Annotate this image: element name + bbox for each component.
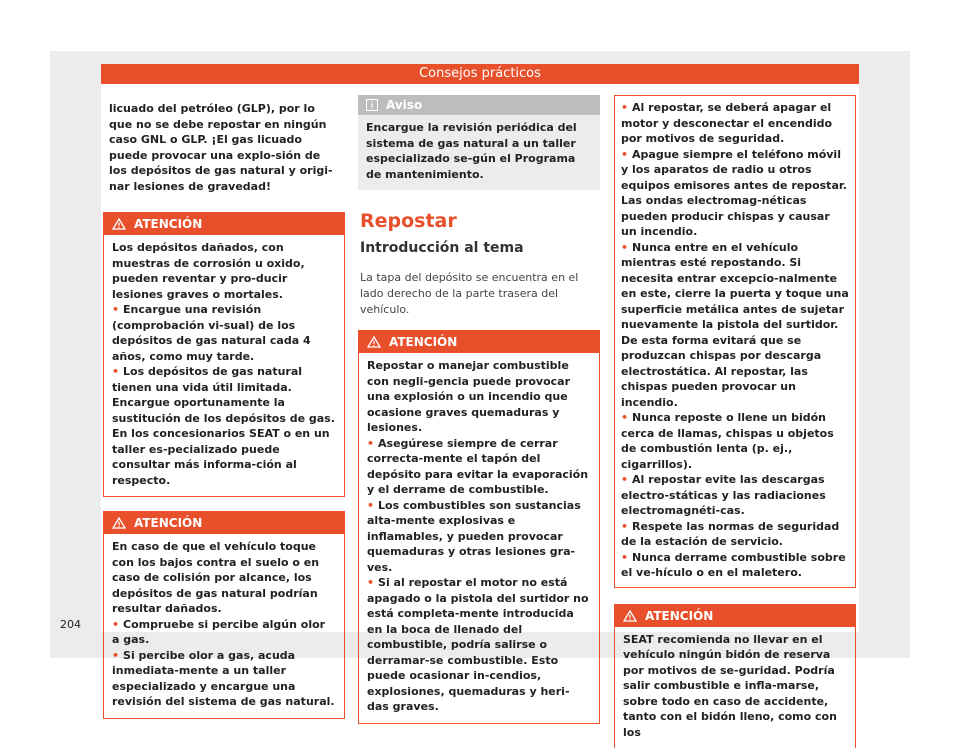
- page-header: Consejos prácticos: [101, 64, 859, 84]
- bullet-icon: •: [621, 520, 628, 533]
- list-item: • Apague siempre el teléfono móvil y los aparatos de radio u otros equipos emisores antes de repostar. Las ondas electromag-néticas pueden producir chispas y causar un incendio.: [621, 147, 849, 240]
- bullet-icon: •: [112, 649, 119, 662]
- list-item: • Si al repostar el motor no está apagado o la pistola del surtidor no está completa-mente introducida en la boca de llenado del combustible, podría salirse o derramar-se combustible. Esto puede ocasionar in-cendios, explosiones, quemaduras y heri-das graves.: [367, 575, 591, 715]
- list-item: • Los depósitos de gas natural tienen una vida útil limitada. Encargue oportunamente la sustitución de los depósitos de gas. En los concesionarios SEAT o en un taller es-pecializado puede consultar más informa-ción al respecto.: [112, 364, 336, 488]
- list-item: • Si percibe olor a gas, acuda inmediata-mente a un taller especializado y encargue una revisión del sistema de gas natural.: [112, 648, 336, 710]
- list-item: • Al repostar evite las descargas electro-státicas y las radiaciones electromagnéti-cas.: [621, 472, 849, 519]
- warning-header: [359, 331, 599, 353]
- warning-list: [615, 96, 855, 587]
- warning-box: [103, 511, 345, 719]
- warning-box: [358, 330, 600, 724]
- bullet-icon: •: [112, 365, 119, 378]
- bullet-icon: •: [112, 618, 119, 631]
- warning-box: [614, 604, 856, 748]
- info-icon: [366, 99, 378, 111]
- warning-title: ATENCIÓN: [134, 512, 202, 534]
- bullet-icon: •: [621, 148, 628, 161]
- warning-body: [104, 235, 344, 496]
- warning-lead: Repostar o manejar combustible con negli-gencia puede provocar una explosión o un incendio que ocasione graves quemaduras y lesiones.: [367, 358, 591, 436]
- list-item: • Nunca entre en el vehículo mientras esté repostando. Si necesita entrar excepcio-nalmente en este, cierre la puerta y toque una superficie metálica antes de sujetar nuevamente la pistola del surtidor. De esta forma evitará que se produzcan chispas por descarga electrostática. Al repostar, las chispas pueden provocar un incendio.: [621, 240, 849, 411]
- warning-title: ATENCIÓN: [134, 213, 202, 235]
- bullet-icon: •: [112, 303, 119, 316]
- section-subtitle: Introducción al tema: [360, 240, 600, 256]
- warning-title: ATENCIÓN: [645, 605, 713, 627]
- warning-body: [615, 627, 855, 748]
- warning-header: [104, 213, 344, 235]
- warning-box: [103, 212, 345, 497]
- bullet-icon: •: [621, 411, 628, 424]
- warning-lead: SEAT recomienda no llevar en el vehículo ningún bidón de reserva por motivos de se-guridad. Podría salir combustible e infla-marse, sobre todo en caso de accidente, tanto con el bidón lleno, como con los: [623, 632, 847, 741]
- list-item: • Encargue una revisión (comprobación vi-sual) de los depósitos de gas natural cada 4 años, como muy tarde.: [112, 302, 336, 364]
- list-item: • Nunca reposte o llene un bidón cerca de llamas, chispas u objetos de combustión lenta (p. ej., cigarrillos).: [621, 410, 849, 472]
- list-item: • Nunca derrame combustible sobre el ve-hículo o en el maletero.: [621, 550, 849, 581]
- bullet-icon: •: [621, 473, 628, 486]
- section-title: Repostar: [360, 210, 600, 232]
- bullet-icon: •: [367, 437, 374, 450]
- bullet-icon: •: [621, 551, 628, 564]
- warning-triangle-icon: [367, 336, 381, 348]
- warning-continued-box: [614, 95, 856, 588]
- list-item: • Al repostar, se deberá apagar el motor y desconectar el encendido por motivos de seguridad.: [621, 100, 849, 147]
- warning-header: [104, 512, 344, 534]
- page-number: 204: [60, 618, 81, 631]
- column-2: [358, 95, 600, 724]
- aviso-text: Encargue la revisión periódica del sistema de gas natural a un taller especializado se-gún el Programa de mantenimiento.: [358, 115, 600, 190]
- warning-lead: En caso de que el vehículo toque con los bajos contra el suelo o en caso de colisión por alcance, los depósitos de gas natural podrían resultar dañados.: [112, 539, 336, 617]
- list-item: • Los combustibles son sustancias alta-mente explosivas e inflamables, y pueden provocar quemaduras y otras lesiones gra-ves.: [367, 498, 591, 576]
- warning-body: [359, 353, 599, 723]
- aviso-box: [358, 95, 600, 190]
- warning-lead: Los depósitos dañados, con muestras de corrosión u oxido, pueden reventar y pro-ducir lesiones graves o mortales.: [112, 240, 336, 302]
- column-3: [614, 95, 856, 748]
- aviso-header: [358, 95, 600, 115]
- intro-text: licuado del petróleo (GLP), por lo que no se debe repostar en ningún caso GNL o GLP. ¡El gas licuado puede provocar una explo-sión de los depósitos de gas natural y origi-nar lesiones de gravedad!: [103, 95, 345, 194]
- warning-triangle-icon: [112, 517, 126, 529]
- warning-triangle-icon: [623, 610, 637, 622]
- warning-header: [615, 605, 855, 627]
- bullet-icon: •: [621, 241, 628, 254]
- bullet-icon: •: [367, 499, 374, 512]
- list-item: • Compruebe si percibe algún olor a gas.: [112, 617, 336, 648]
- bullet-icon: •: [621, 101, 628, 114]
- warning-body: [104, 534, 344, 718]
- warning-title: ATENCIÓN: [389, 331, 457, 353]
- warning-triangle-icon: [112, 218, 126, 230]
- aviso-title: Aviso: [386, 95, 422, 115]
- section-intro: La tapa del depósito se encuentra en el lado derecho de la parte trasera del vehículo.: [360, 270, 600, 318]
- bullet-icon: •: [367, 576, 374, 589]
- column-1: [103, 95, 345, 719]
- list-item: • Asegúrese siempre de cerrar correcta-mente el tapón del depósito para evitar la evaporación y el derrame de combustible.: [367, 436, 591, 498]
- list-item: • Respete las normas de seguridad de la estación de servicio.: [621, 519, 849, 550]
